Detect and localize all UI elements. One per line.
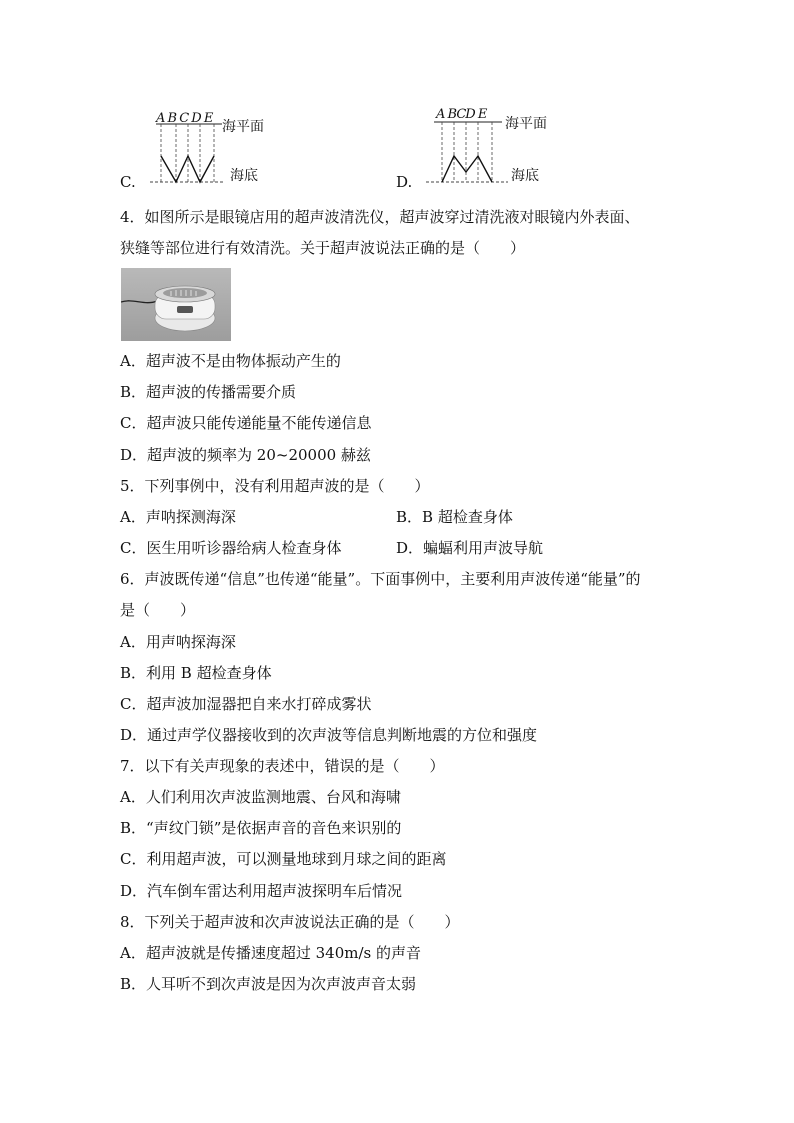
figure-c-points: A B C D E: [156, 111, 213, 126]
q6-stem-line-2: 是（ ）: [120, 601, 196, 619]
q4-option-d: D．超声波的频率为 20~20000 赫兹: [120, 446, 371, 464]
figure-d-sea-level: 海平面: [505, 116, 547, 132]
figure-d-points: A BCD E: [436, 107, 487, 122]
q4-option-a: A．超声波不是由物体振动产生的: [120, 352, 341, 370]
q6-option-b: B．利用 B 超检查身体: [120, 664, 272, 682]
q7-option-a: A．人们利用次声波监测地震、台风和海啸: [120, 788, 401, 806]
figure-d-label: D.: [396, 173, 413, 191]
figure-d-seabed: 海底: [511, 168, 539, 184]
q4-option-c: C．超声波只能传递能量不能传递信息: [120, 414, 372, 432]
q8-option-a: A．超声波就是传播速度超过 340m/s 的声音: [120, 944, 421, 962]
q8-stem: 8．下列关于超声波和次声波说法正确的是（ ）: [120, 913, 460, 931]
q7-option-b: B．“声纹门锁”是依据声音的音色来识别的: [120, 819, 402, 837]
q7-stem: 7．以下有关声现象的表述中，错误的是（ ）: [120, 757, 445, 775]
q7-option-d: D．汽车倒车雷达利用超声波探明车后情况: [120, 882, 403, 900]
q5-option-b: B．B 超检查身体: [396, 508, 513, 526]
q5-option-d: D．蝙蝠利用声波导航: [396, 539, 544, 557]
q5-option-a: A．声呐探测海深: [120, 508, 236, 526]
q7-option-c: C．利用超声波，可以测量地球到月球之间的距离: [120, 850, 447, 868]
figure-c-seabed: 海底: [230, 168, 258, 184]
ultrasonic-cleaner-photo: [121, 268, 231, 341]
q5-stem: 5．下列事例中，没有利用超声波的是（ ）: [120, 477, 430, 495]
q6-option-c: C．超声波加湿器把自来水打碎成雾状: [120, 695, 372, 713]
q4-stem-line-2: 狭缝等部位进行有效清洗。关于超声波说法正确的是（ ）: [120, 239, 526, 257]
q6-option-d: D．通过声学仪器接收到的次声波等信息判断地震的方位和强度: [120, 726, 538, 744]
q5-option-c: C．医生用听诊器给病人检查身体: [120, 539, 342, 557]
q8-option-b: B．人耳听不到次声波是因为次声波声音太弱: [120, 975, 417, 993]
figure-c-label: C.: [120, 173, 136, 191]
q4-stem-line-1: 4．如图所示是眼镜店用的超声波清洗仪，超声波穿过清洗液对眼镜内外表面、: [120, 208, 640, 226]
figure-c-sea-level: 海平面: [222, 119, 264, 135]
q6-stem-line-1: 6．声波既传递“信息”也传递“能量”。下面事例中，主要利用声波传递“能量”的: [120, 570, 641, 588]
q4-option-b: B．超声波的传播需要介质: [120, 383, 297, 401]
q6-option-a: A．用声呐探海深: [120, 633, 236, 651]
